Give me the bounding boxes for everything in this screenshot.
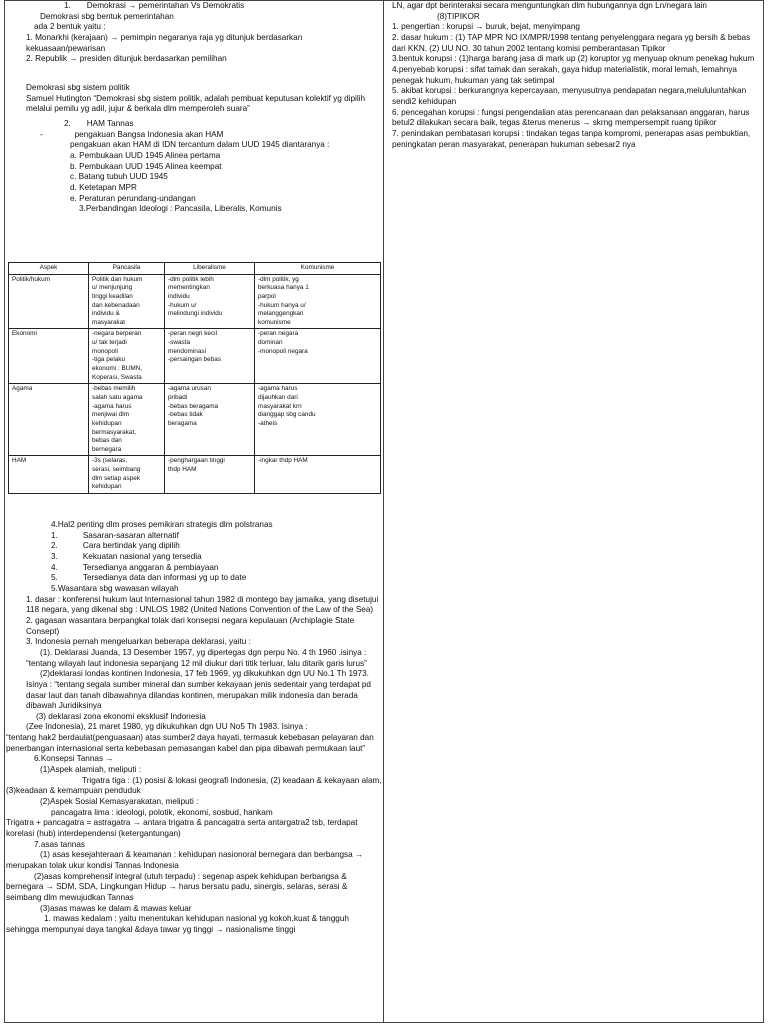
- heading-konsepsi-tannas: 6.Konsepsi Tannas →: [34, 754, 114, 764]
- deklarasi-juanda: (1). Deklarasi Juanda, 13 Desember 1957, yg dipertegas dgn perpu No. 4 th 1960 .isinya : “tentang wilayah laut indonesia sepanjang 12 mil diukur dari titik terluar, lalu ditarik garis lurus”: [26, 647, 367, 668]
- cell-line: -persaingan bebas: [168, 356, 221, 364]
- list-item: 1. Sasaran-sasaran alternatif: [51, 530, 179, 540]
- cell-line: -peran negri kecil: [168, 330, 218, 338]
- cell-line: berkuasa hanya 1: [258, 284, 309, 292]
- cell-line: pribadi: [168, 393, 188, 401]
- aspek-cell: Politik/hukum: [9, 274, 89, 329]
- cell-line: -3s (selaras,: [92, 457, 128, 465]
- text-line: 1. dasar : konferensi hukum laut Internasional tahun 1982 di montego bay jamaika, yang disetujui 118 negara, yang dikenal sbg : UNLOS 1982 (United Nations Convention of the Law of the Sea): [26, 594, 379, 615]
- text-line: (1)Aspek alamiah, meliputi :: [40, 765, 142, 775]
- cell-line: -bebas tidak: [168, 411, 203, 419]
- cell-line: -bebas beragama: [168, 402, 219, 410]
- heading-wasantara: 5.Wasantara sbg wawasan wilayah: [51, 583, 179, 593]
- list-item: 6. pencegahan korupsi : fungsi pengendalian atas perencanaan dan pelaksanaan anggaran, harus betul2 dilakukan secara baik, tegas &terus menerus → skrng mempersempit ruang tipikor: [392, 107, 750, 128]
- text-line: (2)asas komprehensif integral (utuh terpadu) : segenap aspek kehidupan berbangsa & bernegara → SDM, SDA, Lingkungan Hidup → harus bersatu padu, sinergis, selaras, serasi & seimbang dlm mewujudkan Tannas: [6, 871, 348, 902]
- cell-line: -agama harus: [258, 385, 298, 393]
- cell-line: -atheis: [258, 419, 278, 427]
- komunisme-cell: [255, 456, 381, 494]
- list-item: e. Peraturan perundang-undangan: [70, 193, 196, 203]
- list-item: 2. dasar hukum : (1) TAP MPR NO IX/MPR/1998 tentang penyelenggara negara yg bersih & bebas dari KKN. (2) UU NO. 30 tahun 2002 tentang komisi pemberantasan Tipikor: [392, 32, 751, 53]
- cell-line: Koperasi, Swasta: [92, 373, 142, 381]
- cell-line: dominan: [258, 339, 283, 347]
- list-item: 4.penyebab korupsi : sifat tamak dan serakah, gaya hidup materialistik, moral lemah, lemahnya penegak hukum, hukuman yang tak setimpal: [392, 64, 737, 85]
- cell-line: -tiga pelaku: [92, 356, 126, 364]
- cell-line: -penghargaan tinggi: [168, 457, 225, 465]
- text-line: 3. Indonesia pernah mengeluarkan beberapa deklarasi, yaitu :: [26, 637, 251, 647]
- column-divider: [383, 0, 384, 1023]
- cell-line: masyarakat krn: [258, 402, 302, 410]
- komunisme-cell: [255, 274, 381, 329]
- cell-line: -negara berperan: [92, 330, 142, 338]
- cell-line: mementingkan: [168, 284, 210, 292]
- list-item: 5. Tersedianya data dan informasi yg up to date: [51, 573, 247, 583]
- cell-line: salah satu agama: [92, 393, 143, 401]
- table-row: [9, 274, 381, 329]
- list-item: 7. penindakan pembatasan korupsi : tindakan tegas tanpa kompromi, penerapas asas pembuktian, peningkatan peran masyarakat, penerapan hukuman sebesar2 nya: [392, 128, 751, 149]
- list-item: b. Pembukaan UUD 1945 Alinea keempat: [70, 161, 222, 171]
- deklarasi-landas-kontinen: (2)deklarasi londas kontinen Indonesia, 17 feb 1969, yg dikukuhkan dgn UU No.1 Th 1973. Isinya : “tentang segala sumber mineral dan sumber kekayaan jenis sedentair yang terdapat pd dasar laut dan tanah dibawahnya dilandas kontinen, merupakan milik indonesia dan berada dibawah Juridiksinya: [26, 669, 371, 711]
- cell-line: bebas dan: [92, 437, 122, 445]
- column-header: Pancasila: [89, 263, 165, 275]
- liberalisme-cell: [165, 384, 255, 456]
- pancasila-cell: [89, 384, 165, 456]
- cell-line: monopoli: [92, 347, 118, 355]
- heading-tipikor: (8)TIPIKOR: [437, 11, 480, 21]
- cell-line: -hukum hanya u/: [258, 301, 306, 309]
- heading-hal2-penting: 4.Hal2 penting dlm proses pemikiran strategis dlm polstranas: [51, 520, 273, 529]
- text-line: Demokrasi sbg bentuk pemerintahan: [40, 11, 174, 21]
- text-line: pancagatra lima : ideologi, polotik, ekonomi, sosbud, hankam: [51, 807, 273, 817]
- cell-line: tinggi keadilan: [92, 292, 133, 300]
- text-line: ada 2 bentuk yaitu :: [34, 22, 106, 32]
- column-header: Liberalisme: [165, 263, 255, 275]
- cell-line: -hukum u/: [168, 301, 197, 309]
- cell-line: kehidupan: [92, 483, 122, 491]
- text-line: (Zee Indonesia), 21 maret 1980, yg dikukuhkan dgn UU No5 Th 1983. Isinya :: [26, 722, 308, 732]
- list-item: 3. Kekuatan nasional yang tersedia: [51, 551, 202, 561]
- cell-line: dan kebenadaan: [92, 301, 140, 309]
- quote-hutington: Samuel Hutington “Demokrasi sbg sistem politik, adalah pembuat keputusan kolektif yg dipilih melalui pemilu yg adil, jujur & berkala dlm memperoleh suara”: [26, 93, 366, 114]
- cell-line: individu &: [92, 310, 120, 318]
- table-row: [9, 384, 381, 456]
- komunisme-cell: [255, 329, 381, 384]
- cell-line: komunisme: [258, 318, 291, 326]
- cell-line: ekonomi : BUMN,: [92, 365, 143, 373]
- cell-line: melindungi individu: [168, 310, 223, 318]
- right-column: [392, 1, 762, 150]
- cell-line: -peran negara: [258, 330, 299, 338]
- cell-line: -ingkar thdp HAM: [258, 457, 308, 465]
- cell-line: bernegara: [92, 445, 122, 453]
- table-row: [9, 329, 381, 384]
- text-line: (3)asas mawas ke dalam & mawas keluar: [40, 903, 192, 913]
- cell-line: mendominasi: [168, 347, 207, 355]
- cell-line: serasi, seimbang: [92, 466, 141, 474]
- left-column-lower: [6, 520, 382, 936]
- heading-ham-tannas: 2. HAM Tannas: [64, 118, 134, 128]
- cell-line: parpol: [258, 292, 276, 300]
- text-line: (3) deklarasi zona ekonomi eksklusif Indonesia: [36, 711, 206, 721]
- column-header: Komunisme: [255, 263, 381, 275]
- text-line: “tentang hak2 berdaulat(penguasaan) atas sumber2 daya hayati, termasuk kebebasan pelayaran dan penerbangan internasional serta kebebasan pemasangan kabel dan pipa dibawah permukaan laut”: [6, 733, 374, 753]
- list-item: 2. Cara bertindak yang dipilih: [51, 541, 180, 551]
- cell-line: dijauhkan dari: [258, 393, 298, 401]
- cell-line: melanggengkan: [258, 310, 304, 318]
- cell-line: -dlm politik, yg: [258, 275, 299, 283]
- cell-line: individu: [168, 292, 190, 300]
- cell-line: thdp HAM: [168, 466, 197, 474]
- text-line: (1) asas kesejahteraan & keamanan : kehidupan nasionoral bernegara dan berbangsa → merupakan tolak ukur kondisi Tannas Indonesia: [6, 850, 364, 870]
- text-line: - pengakuan Bangsa Indonesia akan HAM: [40, 129, 224, 139]
- text-line: (2)Aspek Sosial Kemasyarakatan, meliputi :: [40, 797, 199, 807]
- ideology-comparison-table: [8, 262, 381, 494]
- heading-perbandingan-ideologi: 3.Perbandingan Ideologi : Pancasila, Liberalis, Komunis: [79, 204, 282, 214]
- list-item: 1. pengertian : korupsi → buruk, bejat, menyimpang: [392, 22, 580, 32]
- list-item: a. Pembukaan UUD 1945 Alinea pertama: [70, 150, 221, 160]
- list-item: 3.bentuk korupsi : (1)harga barang jasa di mark up (2) koruptor yg menyuap oknum penekag hukum: [392, 54, 755, 64]
- cell-line: bermasyarakat,: [92, 428, 137, 436]
- heading-demokrasi: 1. Demokrasi → pemerintahan Vs Demokratis: [64, 1, 245, 10]
- text-line: 2. gagasan wasantara berpangkal tolak dari konsepsi negara kepulauan (Archiplagie State Consept): [26, 615, 355, 636]
- cell-line: beragama: [168, 419, 197, 427]
- komunisme-cell: [255, 384, 381, 456]
- table-header-row: [9, 263, 381, 275]
- heading-asas-tannas: 7.asas tannas: [34, 839, 85, 849]
- cell-line: menjiwai dlm: [92, 411, 129, 419]
- cell-line: -swasta: [168, 339, 191, 347]
- cell-line: Politik dan hukum: [92, 275, 143, 283]
- cell-line: -agama harus: [92, 402, 132, 410]
- pancasila-cell: [89, 274, 165, 329]
- cell-line: u/ tak terjadi: [92, 339, 127, 347]
- text-line: Trigatra tiga : (1) posisi & lokasi geografi Indonesia, (2) keadaan & kekayaan alam, (3)keadaan & kemampuan penduduk: [6, 775, 382, 796]
- cell-line: -bebas memilih: [92, 385, 136, 393]
- cell-line: dlm setiap aspek: [92, 474, 140, 482]
- text-line: LN, agar dpt berinteraksi secara menguntungkan dlm hubungannya dgn Ln/negara lain: [392, 1, 707, 10]
- aspek-cell: HAM: [9, 456, 89, 494]
- list-item: d. Ketetapan MPR: [70, 182, 137, 192]
- cell-line: u/ menjunjung: [92, 284, 133, 292]
- list-item: c. Batang tubuh UUD 1945: [70, 172, 168, 182]
- aspek-cell: Agama: [9, 384, 89, 456]
- list-item: 5. akibat korupsi : berkurangnya kepercayaan, menyusutnya pendapatan negara,melululuntahkan sendi2 kehidupan: [392, 86, 747, 106]
- liberalisme-cell: [165, 456, 255, 494]
- text-line: pengakuan akan HAM di IDN tercantum dalam UUD 1945 diantaranya :: [70, 140, 330, 150]
- text-line: 1. mawas kedalam : yaitu menentukan kehidupan nasional yg kokoh,kuat & tangguh sehingga mempunyai daya tangkal &daya tawar yg tinggi → nasionalisme tinggi: [6, 914, 349, 934]
- aspek-cell: Ekonomi: [9, 329, 89, 384]
- text-line: Demokrasi sbg sistem politik: [26, 82, 130, 92]
- cell-line: masyarakat: [92, 318, 126, 326]
- liberalisme-cell: [165, 274, 255, 329]
- cell-line: -agama urusan: [168, 385, 211, 393]
- cell-line: kehidupan: [92, 419, 122, 427]
- left-column: [6, 1, 380, 215]
- table-row: [9, 456, 381, 494]
- liberalisme-cell: [165, 329, 255, 384]
- text-line: Trigatra + pancagatra = astragatra → antara trigatra & pancagatra serta antargatra2 tsb, terdapat korelasi (hub) interdependensi (ketergantungan): [6, 818, 358, 839]
- cell-line: -dlm politik lebih: [168, 275, 214, 283]
- text-line: 1. Monarkhi (kerajaan) → pemimpin negaranya raja yg ditunjuk berdasarkan kekuasaan/pewarisan: [26, 32, 303, 53]
- column-header: Aspek: [9, 263, 89, 275]
- pancasila-cell: [89, 329, 165, 384]
- text-line: 2. Republik → presiden ditunjuk berdasarkan pemilihan: [26, 54, 227, 64]
- cell-line: -monopoli negara: [258, 347, 308, 355]
- cell-line: dianggap sbg candu: [258, 411, 316, 419]
- list-item: 4. Tersedianya anggaran & pembiayaan: [51, 562, 219, 572]
- pancasila-cell: [89, 456, 165, 494]
